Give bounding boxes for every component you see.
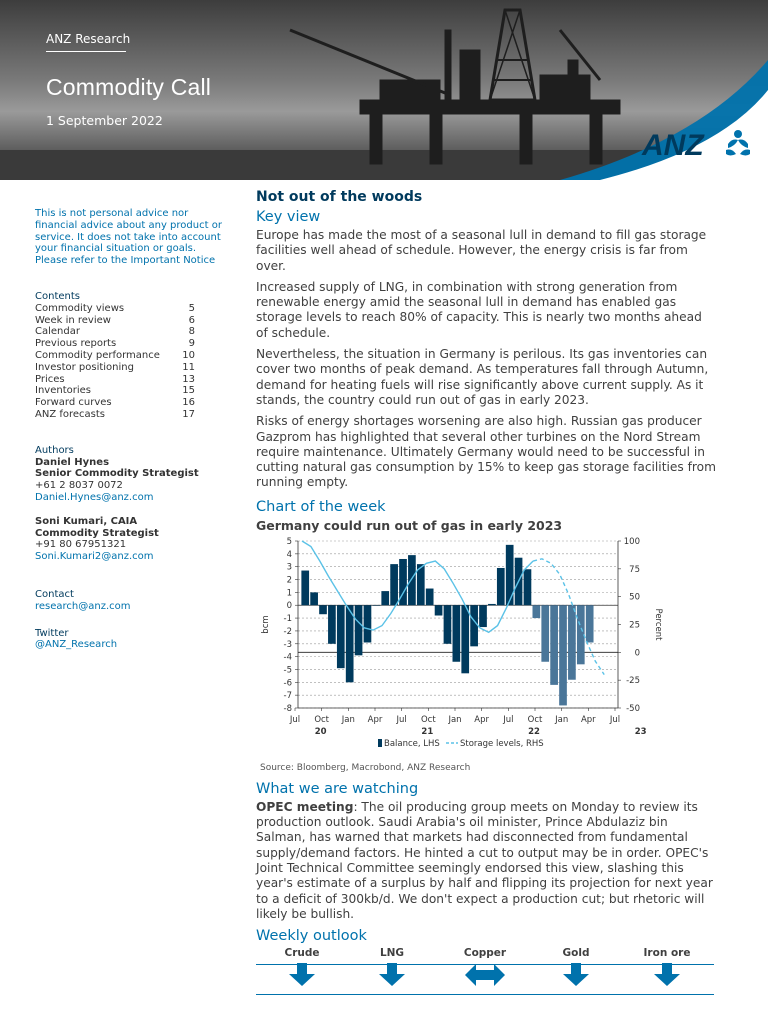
- x-tick-label: Jan: [341, 714, 355, 725]
- balance-bar: [461, 605, 469, 673]
- y-tick-label: -2: [283, 626, 292, 637]
- weekly-outlook: [256, 947, 716, 1007]
- x-year-label: 23: [634, 726, 647, 737]
- x-tick-label: Apr: [367, 714, 383, 725]
- author-role: Commodity Strategist: [35, 527, 159, 539]
- contents-item-label: Week in review: [35, 314, 111, 326]
- y-tick-label: 3: [286, 562, 292, 573]
- outlook-label: Iron ore: [643, 947, 691, 960]
- contents-item-label: Previous reports: [35, 338, 117, 350]
- contents-item[interactable]: [35, 315, 195, 327]
- author-role: Senior Commodity Strategist: [35, 468, 199, 480]
- balance-bar: [337, 605, 345, 668]
- balance-bar: [346, 605, 354, 682]
- outlook-label: Copper: [463, 947, 507, 960]
- balance-bar: [301, 570, 309, 605]
- balance-bar: [373, 605, 381, 606]
- contents-item[interactable]: [35, 397, 195, 409]
- balance-bar: [559, 605, 567, 705]
- disclaimer: This is not personal advice nor financial advice about any product or service. It does not take into account your financial situation or goals. Please refer to the Important Notice: [35, 208, 222, 267]
- balance-bar: [364, 605, 372, 642]
- balance-bar: [506, 545, 514, 605]
- author-name: Daniel Hynes: [35, 456, 110, 468]
- chart: [256, 533, 716, 763]
- contents-item[interactable]: [35, 338, 195, 350]
- arrow-down-icon: [262, 963, 342, 990]
- watching-heading: What we are watching: [256, 780, 419, 797]
- y-tick-label: 2: [286, 575, 292, 586]
- x-tick-label: Oct: [527, 714, 543, 725]
- contents-item-label: Investor positioning: [35, 361, 134, 373]
- author-1: [35, 457, 235, 504]
- balance-bar: [328, 605, 336, 644]
- contents-item-label: ANZ forecasts: [35, 408, 105, 420]
- y2-tick-label: -50: [626, 703, 640, 714]
- balance-bar: [470, 605, 478, 646]
- balance-bar: [453, 605, 461, 662]
- x-tick-label: Jul: [503, 714, 514, 725]
- contents-item-page: 6: [188, 314, 195, 326]
- watching-paragraph: [256, 800, 716, 922]
- balance-bar: [319, 605, 327, 614]
- y-tick-label: -8: [283, 703, 292, 714]
- main-content: [256, 186, 716, 1007]
- contents-list: [35, 303, 235, 421]
- x-year-label: 22: [528, 726, 540, 737]
- balance-bar: [444, 605, 452, 644]
- contents-item[interactable]: [35, 385, 195, 397]
- y-tick-label: -6: [283, 678, 292, 689]
- sidebar: [35, 208, 235, 651]
- contents-item-label: Forward curves: [35, 397, 112, 409]
- outlook-item: [445, 947, 525, 990]
- balance-bar: [550, 605, 558, 685]
- headline: Not out of the woods: [256, 189, 423, 205]
- balance-bar: [435, 605, 443, 615]
- contents-item-label: Inventories: [35, 385, 91, 397]
- x-tick-label: Jan: [555, 714, 569, 725]
- svg-text:ANZ: ANZ: [642, 129, 704, 162]
- report-title: Commodity Call: [46, 74, 212, 100]
- balance-bar: [497, 568, 505, 605]
- author-name: Soni Kumari, CAIA: [35, 515, 138, 527]
- contents-item[interactable]: [35, 303, 195, 315]
- x-tick-label: Jul: [609, 714, 621, 725]
- y-axis-label: bcm: [261, 615, 271, 634]
- balance-bar: [479, 605, 487, 627]
- contents-item-page: 15: [182, 385, 195, 397]
- chart-source: Source: Bloomberg, Macrobond, ANZ Research: [260, 762, 471, 773]
- contents-item-page: 9: [188, 338, 195, 350]
- x-year-label: 20: [314, 726, 327, 737]
- contents-item-label: Calendar: [35, 326, 80, 338]
- legend-swatch-balance: [378, 739, 382, 747]
- brand-underline: [46, 51, 126, 52]
- x-tick-label: Jul: [289, 714, 301, 725]
- chart-title: Germany could run out of gas in early 2023: [256, 517, 563, 533]
- watching-text: : The oil producing group meets on Monday to review its production outlook. Saudi Arabia's oil minister, Prince Abdulaziz bin Salman, has warned that markets had disconnected from fundamental supply/demand factors. He hinted a cut to output may be in order. OPEC's Joint Technical Committee seemingly endorsed this view, slashing this year's estimate of a surplus by half and flipping its projection for next year to a deficit of 300kb/d. We don't expect a production cut; but rhetoric will likely be bullish.: [256, 799, 713, 921]
- balance-bar: [488, 604, 496, 605]
- y-tick-label: -4: [283, 652, 292, 663]
- authors-heading: Authors: [35, 444, 74, 456]
- y2-tick-label: 50: [629, 592, 640, 603]
- contact-heading: Contact: [35, 588, 74, 600]
- outlook-heading: Weekly outlook: [256, 928, 367, 945]
- x-tick-label: Oct: [420, 714, 436, 725]
- contents-item-page: 11: [182, 361, 195, 373]
- contents-item-page: 5: [188, 302, 195, 314]
- balance-bar: [568, 605, 576, 680]
- contents-item-page: 10: [182, 349, 195, 361]
- y2-tick-label: -25: [626, 675, 640, 686]
- contact-email-link[interactable]: research@anz.com: [35, 600, 131, 612]
- paragraph: Increased supply of LNG, in combination with strong generation from renewable energy amid the seasonal lull in demand has enabled gas storage levels to reach 80% of capacity. This is nearly two months ahead of schedule.: [256, 279, 702, 340]
- contents-item-page: 16: [182, 397, 195, 409]
- key-view-heading: Key view: [256, 209, 321, 225]
- chart-svg: [256, 533, 716, 763]
- contents-item[interactable]: [35, 326, 195, 338]
- contents-item-page: 17: [182, 408, 195, 420]
- contents-heading: Contents: [35, 290, 80, 302]
- x-tick-label: Apr: [580, 714, 596, 725]
- contents-item[interactable]: [35, 350, 195, 362]
- contents-item[interactable]: [35, 409, 195, 421]
- arrow-down-icon: [352, 963, 432, 990]
- balance-bar: [381, 591, 389, 605]
- x-tick-label: Jul: [396, 714, 407, 725]
- arrow-down-icon: [627, 963, 707, 990]
- report-date: 1 September 2022: [46, 113, 163, 128]
- outlook-divider-bottom: [256, 994, 714, 995]
- paragraph: Europe has made the most of a seasonal lull in demand to fill gas storage facilities well ahead of schedule. However, the energy crisis is far from over.: [256, 228, 707, 273]
- balance-bar: [408, 555, 416, 605]
- watching-lead: OPEC meeting: [256, 799, 354, 814]
- y-tick-label: 5: [286, 536, 292, 547]
- balance-bar: [426, 588, 434, 605]
- y-tick-label: 1: [286, 588, 292, 599]
- author-email-link[interactable]: Daniel.Hynes@anz.com: [35, 491, 154, 503]
- arrow-down-icon: [536, 963, 616, 990]
- arrow-sideways-icon: [445, 963, 525, 990]
- twitter-link[interactable]: @ANZ_Research: [35, 639, 118, 651]
- contents-item-label: Commodity performance: [35, 349, 160, 361]
- balance-bar: [310, 592, 318, 605]
- contents-item-label: Prices: [35, 373, 65, 385]
- outlook-item: [352, 947, 432, 990]
- outlook-label: Gold: [562, 947, 590, 960]
- brand-label: ANZ Research: [46, 32, 131, 46]
- outlook-label: Crude: [284, 947, 320, 960]
- y-tick-label: -5: [283, 665, 292, 676]
- outlook-item: [262, 947, 342, 990]
- anz-logo-icon: [640, 124, 760, 164]
- x-tick-label: Oct: [314, 714, 330, 725]
- y-tick-label: -7: [283, 690, 292, 701]
- outlook-item: [536, 947, 616, 990]
- y-tick-label: 0: [286, 600, 292, 611]
- paragraph: Risks of energy shortages worsening are also high. Russian gas producer Gazprom has highlighted that several other turbines on the Nord Stream require maintenance. Ultimately Germany would need to be successful in cutting natural gas consumption by 15% to keep gas storage facilities from running empty.: [256, 414, 716, 490]
- y2-tick-label: 25: [629, 620, 640, 631]
- outlook-label: LNG: [379, 947, 405, 960]
- contents-item-page: 13: [182, 373, 195, 385]
- balance-bar: [355, 605, 363, 655]
- y2-axis-label: Percent: [653, 608, 663, 641]
- y-tick-label: 4: [286, 549, 292, 560]
- author-phone: +91 80 67951321: [35, 539, 127, 551]
- y2-tick-label: 75: [629, 564, 640, 575]
- x-tick-label: Apr: [474, 714, 490, 725]
- balance-bar: [524, 569, 532, 605]
- balance-bar: [390, 564, 398, 605]
- legend-label-storage: Storage levels, RHS: [460, 738, 544, 749]
- author-2: [35, 516, 235, 563]
- y-tick-label: -1: [283, 613, 292, 624]
- y2-tick-label: 100: [623, 536, 640, 547]
- contents-item[interactable]: [35, 374, 195, 386]
- outlook-item: [627, 947, 707, 990]
- contents-item[interactable]: [35, 362, 195, 374]
- paragraph: Nevertheless, the situation in Germany is perilous. Its gas inventories can cover two months of peak demand. As temperatures fall through Autumn, demand for heating fuels will rise significantly above current supply. As it stands, the country could run out of gas in early 2023.: [256, 347, 709, 407]
- anz-logo: [640, 124, 760, 168]
- twitter-heading: Twitter: [35, 627, 69, 639]
- y-tick-label: -3: [283, 639, 292, 650]
- author-phone: +61 2 8037 0072: [35, 480, 123, 492]
- legend-label-balance: Balance, LHS: [384, 738, 440, 749]
- contents-item-page: 8: [188, 326, 195, 338]
- x-year-label: 21: [421, 726, 434, 737]
- header-banner: [0, 0, 768, 180]
- y2-tick-label: 0: [634, 648, 640, 659]
- balance-bar: [586, 605, 594, 642]
- chart-section-heading: Chart of the week: [256, 498, 386, 515]
- balance-bar: [533, 605, 541, 618]
- x-tick-label: Jan: [448, 714, 462, 725]
- contents-item-label: Commodity views: [35, 302, 125, 314]
- balance-bar: [541, 605, 549, 662]
- author-email-link[interactable]: Soni.Kumari2@anz.com: [35, 551, 154, 563]
